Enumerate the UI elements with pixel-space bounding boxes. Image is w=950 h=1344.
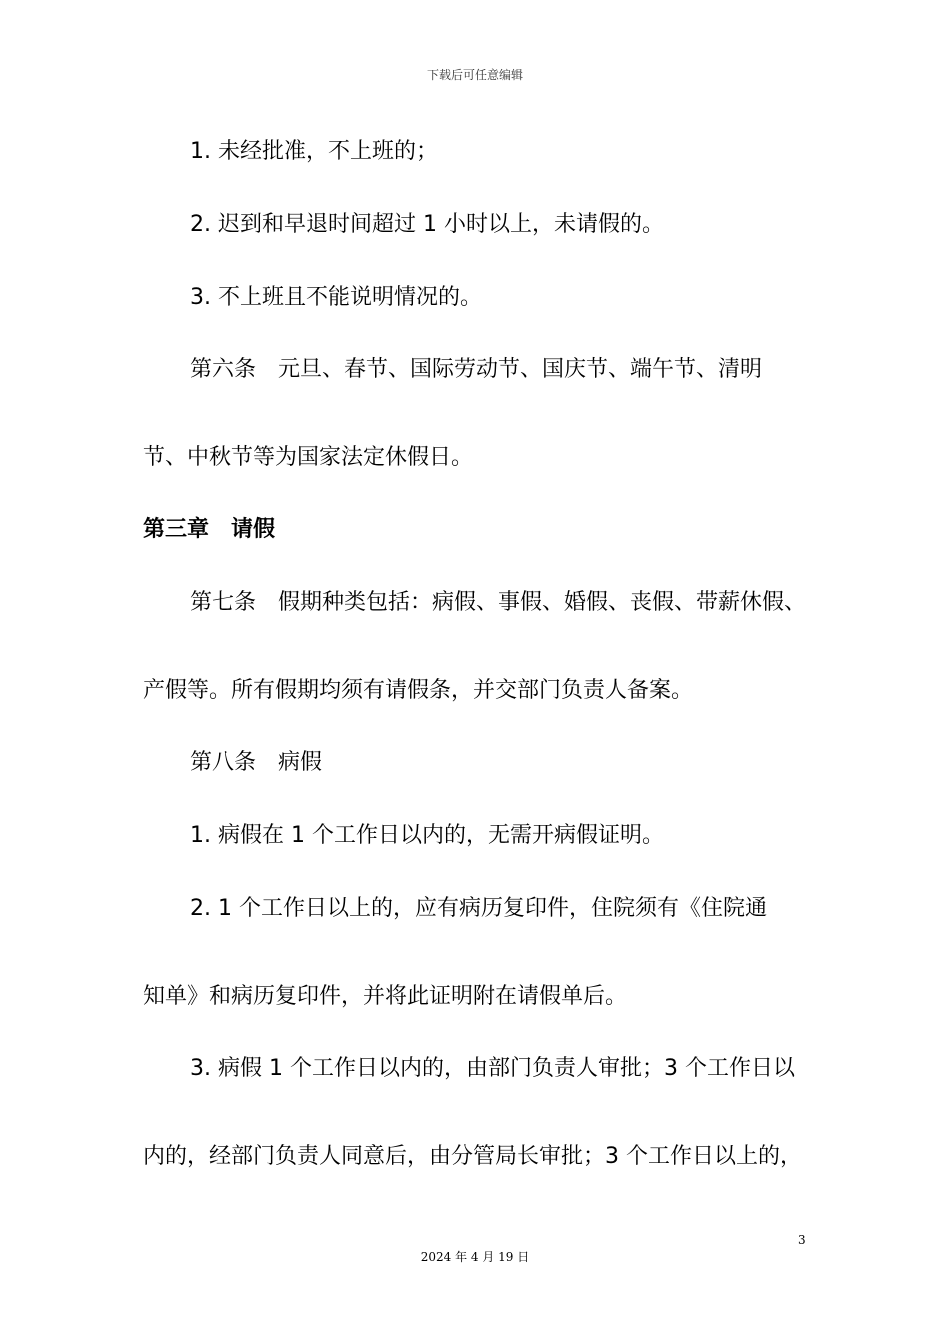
footer-date: 2024 年 4 月 19 日 xyxy=(420,1250,530,1264)
article-6-line-2: 节、中秋节等为国家法定休假日。 xyxy=(143,445,474,470)
chapter-heading: 第三章 请假 xyxy=(143,517,276,542)
article-7-line-1: 第七条 假期种类包括：病假、事假、婚假、丧假、带薪休假、 xyxy=(190,590,807,615)
sick-leave-item-2-line-2: 知单》和病历复印件，并将此证明附在请假单后。 xyxy=(143,984,628,1009)
sick-leave-item-3-line-2: 内的，经部门负责人同意后，由分管局长审批；3 个工作日以上的， xyxy=(143,1144,802,1169)
page-header: 下载后可任意编辑 xyxy=(426,68,523,82)
clause-item-2: 2. 迟到和早退时间超过 1 小时以上，未请假的。 xyxy=(190,212,664,237)
clause-item-1: 1. 未经批准，不上班的； xyxy=(190,139,438,164)
clause-item-3: 3. 不上班且不能说明情况的。 xyxy=(190,285,482,310)
article-7-line-2: 产假等。所有假期均须有请假条，并交部门负责人备案。 xyxy=(143,678,694,703)
sick-leave-item-2-line-1: 2. 1 个工作日以上的，应有病历复印件，住院须有《住院通 xyxy=(190,896,767,921)
page-number: 3 xyxy=(798,1233,806,1247)
article-8-title: 第八条 病假 xyxy=(190,750,323,775)
article-6-line-1: 第六条 元旦、春节、国际劳动节、国庆节、端午节、清明 xyxy=(190,357,763,382)
sick-leave-item-1: 1. 病假在 1 个工作日以内的，无需开病假证明。 xyxy=(190,823,664,848)
sick-leave-item-3-line-1: 3. 病假 1 个工作日以内的，由部门负责人审批；3 个工作日以 xyxy=(190,1056,795,1081)
